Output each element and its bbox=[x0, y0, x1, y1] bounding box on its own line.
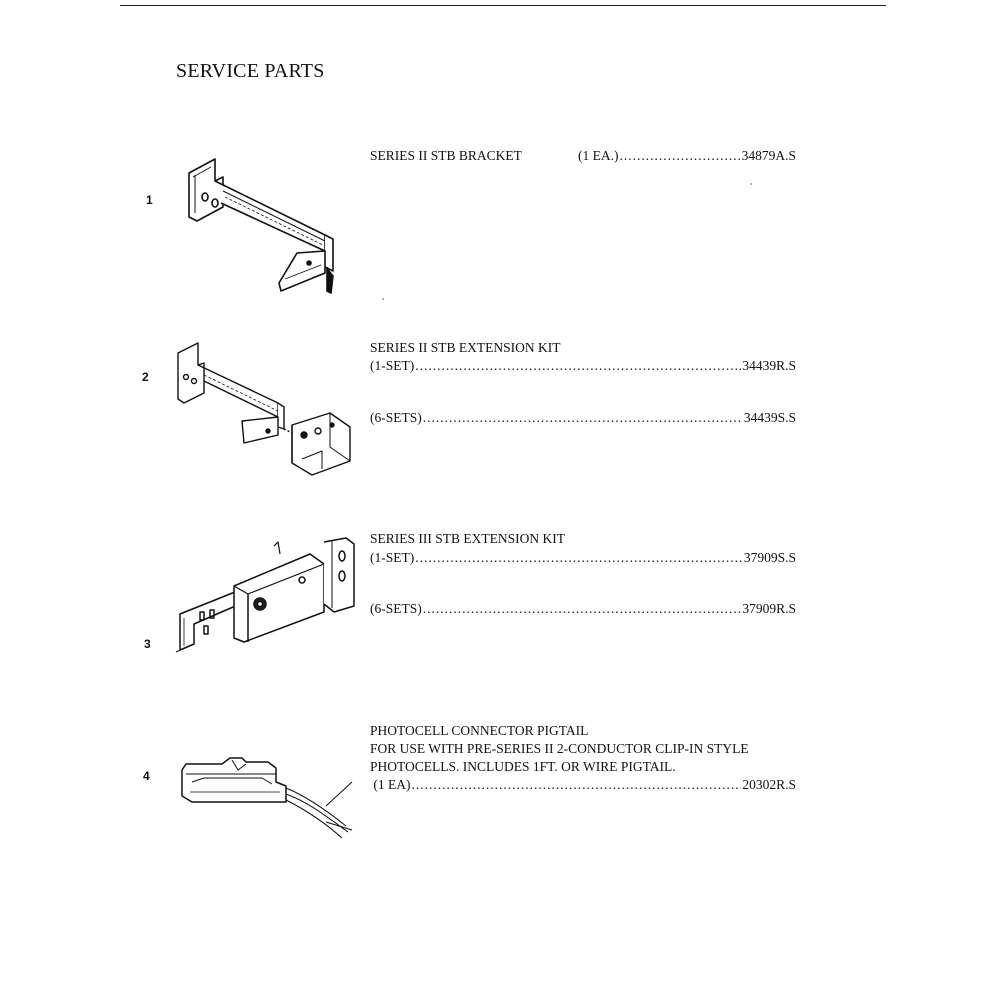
option-label: (1 EA.) bbox=[578, 148, 619, 163]
scan-speck bbox=[750, 183, 752, 185]
part-title: SERIES II STB EXTENSION KIT bbox=[370, 340, 561, 355]
part-number-code: 34879A.S bbox=[741, 148, 796, 163]
part-price-row bbox=[578, 148, 796, 164]
part-number-code: 20302R.S bbox=[742, 777, 796, 792]
part-description-line: FOR USE WITH PRE-SERIES II 2-CONDUCTOR CLIP-IN STYLE bbox=[370, 741, 749, 756]
part-title: SERIES III STB EXTENSION KIT bbox=[370, 531, 565, 546]
part-title: PHOTOCELL CONNECTOR PIGTAIL bbox=[370, 723, 589, 738]
leader-dots bbox=[423, 410, 743, 426]
option-label: (1-SET) bbox=[370, 358, 415, 373]
leader-dots bbox=[415, 358, 741, 374]
part-price-row bbox=[370, 777, 796, 793]
top-rule bbox=[120, 5, 886, 6]
part-number-code: 34439R.S bbox=[742, 358, 796, 373]
part-number: 2 bbox=[142, 370, 149, 384]
leader-dots bbox=[423, 601, 742, 617]
option-label: (1-SET) bbox=[370, 550, 415, 565]
option-label: (1 EA) bbox=[370, 777, 411, 792]
series-ii-extension-kit-icon bbox=[172, 335, 357, 480]
part-number: 3 bbox=[144, 637, 151, 651]
page-title: SERVICE PARTS bbox=[176, 60, 325, 82]
part-title: SERIES II STB BRACKET bbox=[370, 148, 522, 163]
series-iii-extension-kit-icon bbox=[174, 532, 359, 667]
part-description-line: PHOTOCELLS. INCLUDES 1FT. OR WIRE PIGTAIL. bbox=[370, 759, 676, 774]
part-price-row bbox=[370, 358, 796, 374]
stb-bracket-icon bbox=[185, 155, 340, 295]
leader-dots bbox=[620, 148, 741, 164]
leader-dots bbox=[412, 777, 742, 793]
leader-dots bbox=[415, 550, 743, 566]
part-price-row bbox=[370, 601, 796, 617]
option-label: (6-SETS) bbox=[370, 601, 422, 616]
part-price-row bbox=[370, 410, 796, 426]
photocell-pigtail-icon bbox=[176, 756, 361, 841]
part-number-code: 34439S.S bbox=[743, 410, 796, 425]
part-number-code: 37909R.S bbox=[742, 601, 796, 616]
option-label: (6-SETS) bbox=[370, 410, 422, 425]
part-number-code: 37909S.S bbox=[743, 550, 796, 565]
part-price-row bbox=[370, 550, 796, 566]
scan-speck bbox=[382, 298, 384, 300]
part-number: 1 bbox=[146, 193, 153, 207]
part-number: 4 bbox=[143, 769, 150, 783]
